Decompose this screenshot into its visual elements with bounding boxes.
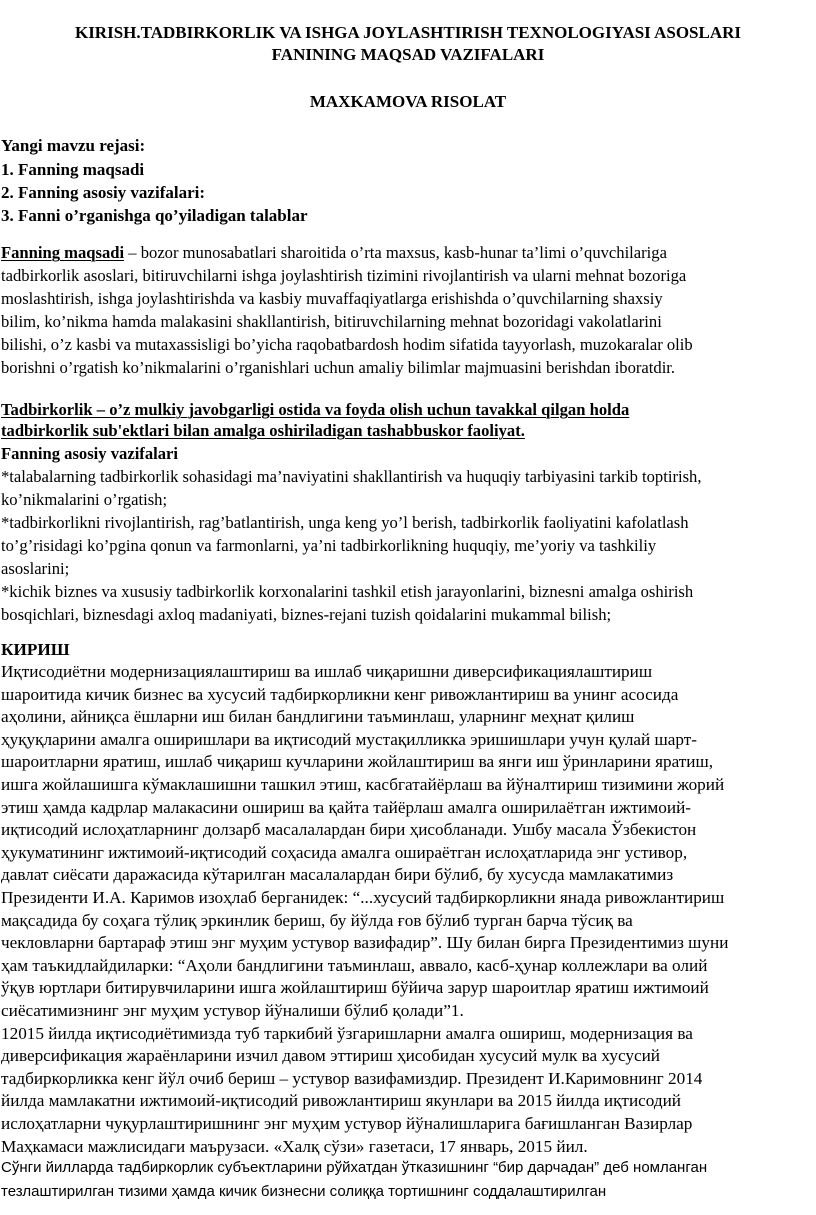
goal-line: borishni o’rgatish ko’nikmalarini o’rganishlari uchun amaliy bilimlar majmuasini berishdan iboratdir.: [1, 358, 676, 377]
plan-heading: Yangi mavzu rejasi:: [1, 136, 146, 155]
goal-line: bilim, ko’nikma hamda malakasini shakllantirish, bitiruvchilarning mehnat bozoridagi vakolatlarini: [1, 312, 662, 331]
intro-line: аҳолини, айниқса ёшларни иш билан бандлигини таъминлаш, уларнинг меҳнат қилиш: [1, 707, 635, 727]
goal-first-line: [1, 243, 667, 263]
task-line: to’g’risidagi ko’pgina qonun va farmonlarni, ya’ni tadbirkorlikning huquqiy, me’yoriy va tashkiliy: [1, 536, 657, 555]
task-line: *talabalarning tadbirkorlik sohasidagi ma’naviyatini shakllantirish va huquqiy tarbiyasini tarkib toptirish,: [1, 467, 702, 486]
introduction-heading: КИРИШ: [1, 640, 70, 659]
goal-line: moslashtirish, ishga joylashtirishda va kasbiy muvaffaqiyatlarga erishishda o’quvchilarning shaxsiy: [1, 289, 663, 308]
definition-line: tadbirkorlik sub'ektlari bilan amalga oshiriladigan tashabbuskor faoliyat.: [1, 421, 525, 440]
plan-item: 3. Fanni o’rganishga qo’yiladigan talablar: [1, 206, 308, 225]
task-line: asoslarini;: [1, 559, 70, 578]
intro-line: ислоҳатларни чуқурлаштиришнинг энг муҳим устувор йўналишларига бағишланган Вазирлар: [1, 1114, 693, 1133]
intro-line: сиёсатимизнинг энг муҳим устувор йўналиши бўлиб қолади”1.: [1, 1001, 464, 1020]
tasks-heading: Fanning asosiy vazifalari: [1, 444, 179, 463]
intro-line: ҳукуматининг ижтимоий-иқтисодий соҳасида амалга ошираётган ислоҳатларида энг устивор,: [1, 842, 688, 862]
intro-sans-line: тезлаштирилган тизими ҳамда кичик бизнесни солиққа тортишнинг соддалаштирилган: [1, 1183, 607, 1201]
intro-line: Маҳкамаси мажлисидаги маърузаси. «Халқ сўзи» газетаси, 17 январь, 2015 йил.: [1, 1136, 588, 1156]
definition-line: Tadbirkorlik – o’z mulkiy javobgarligi ostida va foyda olish uchun tavakkal qilgan holda: [1, 400, 630, 419]
task-line: ko’nikmalarini o’rgatish;: [1, 490, 168, 509]
goal-text: – bozor munosabatlari sharoitida o’rta maxsus, kasb-hunar ta’limi o’quvchilariga: [124, 243, 667, 262]
intro-line: ҳуқуқларини амалга оширишлари ва иқтисодий мустақилликка эришишлари учун қулай шарт-: [1, 729, 698, 749]
intro-line: диверсификация жараёнларини изчил давом эттириш ҳисобидан хусусий мулк ва хусусий: [1, 1046, 660, 1066]
task-line: *kichik biznes va xususiy tadbirkorlik korxonalarini tashkil etish jarayonlarini, biznesni amalga oshirish: [1, 582, 694, 601]
intro-line: мақсадида бу соҳага тўлиқ эркинлик бериш, бу йўлда ғов бўлиб турган барча тўсиқ ва: [1, 910, 633, 930]
intro-line: чекловларни бартараф этиш энг муҳим устувор вазифадир”. Шу билан бирга Президентимиз шуни: [1, 933, 729, 953]
intro-line: шароитларни яратиш, ишлаб чиқариш кучларини жойлаштириш ва янги иш ўринларини яратиш,: [1, 752, 714, 772]
document-title-line-1: KIRISH.TADBIRKORLIK VA ISHGA JOYLASHTIRISH TEXNOLOGIYASI ASOSLARI: [74, 23, 742, 42]
intro-line: ҳам таъкидлайдиларки: “Аҳоли бандлигини таъминлаш, аввало, касб-ҳунар коллежлари ва олий: [1, 955, 708, 975]
intro-line: давлат сиёсати даражасида кўтарилган масалалардан бири бўлиб, бу хусусда мамлакатимиз: [1, 865, 674, 885]
goal-line: tadbirkorlik asoslari, bitiruvchilarni ishga joylashtirish tizimini rivojlantirish va ularni mehnat bozoriga: [1, 266, 687, 285]
plan-item: 2. Fanning asosiy vazifalari:: [1, 183, 206, 202]
task-line: *tadbirkorlikni rivojlantirish, rag’batlantirish, unga keng yo’l berish, tadbirkorlik faoliyatini kafolatlash: [1, 513, 689, 532]
document-author: MAXKAMOVA RISOLAT: [309, 92, 507, 111]
intro-line: ишга жойлашишга кўмаклашишни ташкил этиш, касбгатайёрлаш ва йўналтириш тизимини жорий: [1, 775, 725, 794]
plan-item: 1. Fanning maqsadi: [1, 160, 145, 179]
intro-sans-line: Сўнги йилларда тадбиркорлик субъектларини рўйхатдан ўтказишнинг “бир дарчадан” деб номланган: [1, 1159, 708, 1177]
intro-line: йилда мамлакатни ижтимоий-иқтисодий ривожлантириш якунлари ва 2015 йилда иқтисодий: [1, 1091, 682, 1111]
intro-line: Иқтисодиётни модернизациялаштириш ва ишлаб чиқаришни диверсификациялаштириш: [1, 662, 653, 681]
task-line: bosqichlari, biznesdagi axloq madaniyati, biznes-rejani tuzish qoidalarini mukammal bilish;: [1, 605, 612, 624]
intro-line: тадбиркорликка кенг йўл очиб бериш – устувор вазифамиздир. Президент И.Каримовнинг 2014: [1, 1068, 703, 1088]
intro-line: Президенти И.А. Каримов изоҳлаб берганидек: “...хусусий тадбиркорликни янада ривожлантириш: [1, 888, 725, 907]
intro-line: иқтисодий ислоҳатларнинг долзарб масалалардан бири ҳисобланади. Ушбу масала Ўзбекистон: [1, 820, 697, 840]
intro-line: ўқув юртлари битирувчиларини ишга жойлаштириш бўйича зарур шароитлар яратиш ижтимоий: [1, 978, 709, 998]
document-title-line-2: FANINING MAQSAD VAZIFALARI: [271, 45, 545, 64]
goal-term: Fanning maqsadi: [1, 243, 125, 262]
goal-line: bilishi, o’z kasbi va mutaxassisligi bo’yicha raqobatbardosh hodim sifatida tayyorlash, muzokaralar olib: [1, 335, 693, 354]
intro-line: шароитида кичик бизнес ва хусусий тадбиркорликни кенг ривожлантириш ва унинг асосида: [1, 684, 679, 704]
intro-line: этиш ҳамда кадрлар малакасини ошириш ва қайта тайёрлаш амалга оширилаётган ижтимоий-: [1, 797, 691, 817]
intro-line: 12015 йилда иқтисодиётимизда туб таркибий ўзгаришларни амалга ошириш, модернизация ва: [1, 1023, 693, 1043]
